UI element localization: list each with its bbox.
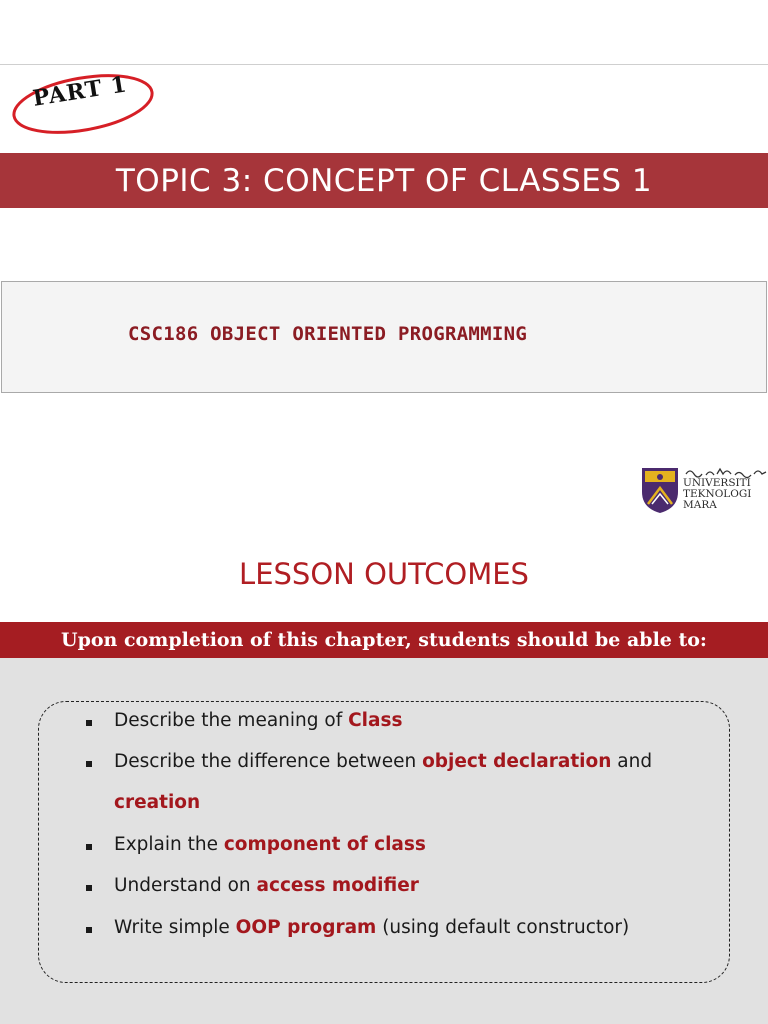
bullet-icon <box>86 720 92 726</box>
bullet-icon <box>86 844 92 850</box>
lesson-outcomes-heading: LESSON OUTCOMES <box>239 557 529 591</box>
outcome-text: creation <box>114 792 201 813</box>
university-logo <box>640 466 768 516</box>
bullet-icon <box>86 885 92 891</box>
outcome-text: Understand on access modifier <box>114 875 419 896</box>
outcome-intro: Upon completion of this chapter, students should be able to: <box>61 629 707 651</box>
outcome-text: Write simple OOP program (using default constructor) <box>114 917 630 938</box>
outcome-text: Describe the meaning of Class <box>114 710 403 731</box>
bullet-icon <box>86 761 92 767</box>
topic-banner <box>0 153 768 208</box>
logo-line: UNIVERSITI <box>683 477 751 489</box>
part-label: PART 1 <box>30 71 130 112</box>
shield-icon <box>640 466 680 514</box>
logo-line: TEKNOLOGI <box>683 488 752 500</box>
logo-line: MARA <box>683 499 717 511</box>
top-divider <box>0 64 768 65</box>
course-box <box>1 281 767 393</box>
outcome-intro-banner <box>0 622 768 658</box>
bullet-icon <box>86 927 92 933</box>
topic-title: TOPIC 3: CONCEPT OF CLASSES 1 <box>115 162 653 199</box>
course-title: CSC186 OBJECT ORIENTED PROGRAMMING <box>128 323 528 345</box>
outcome-text: Explain the component of class <box>114 834 426 855</box>
outcome-text: Describe the difference between object declaration and <box>114 751 653 772</box>
university-name <box>683 478 751 511</box>
